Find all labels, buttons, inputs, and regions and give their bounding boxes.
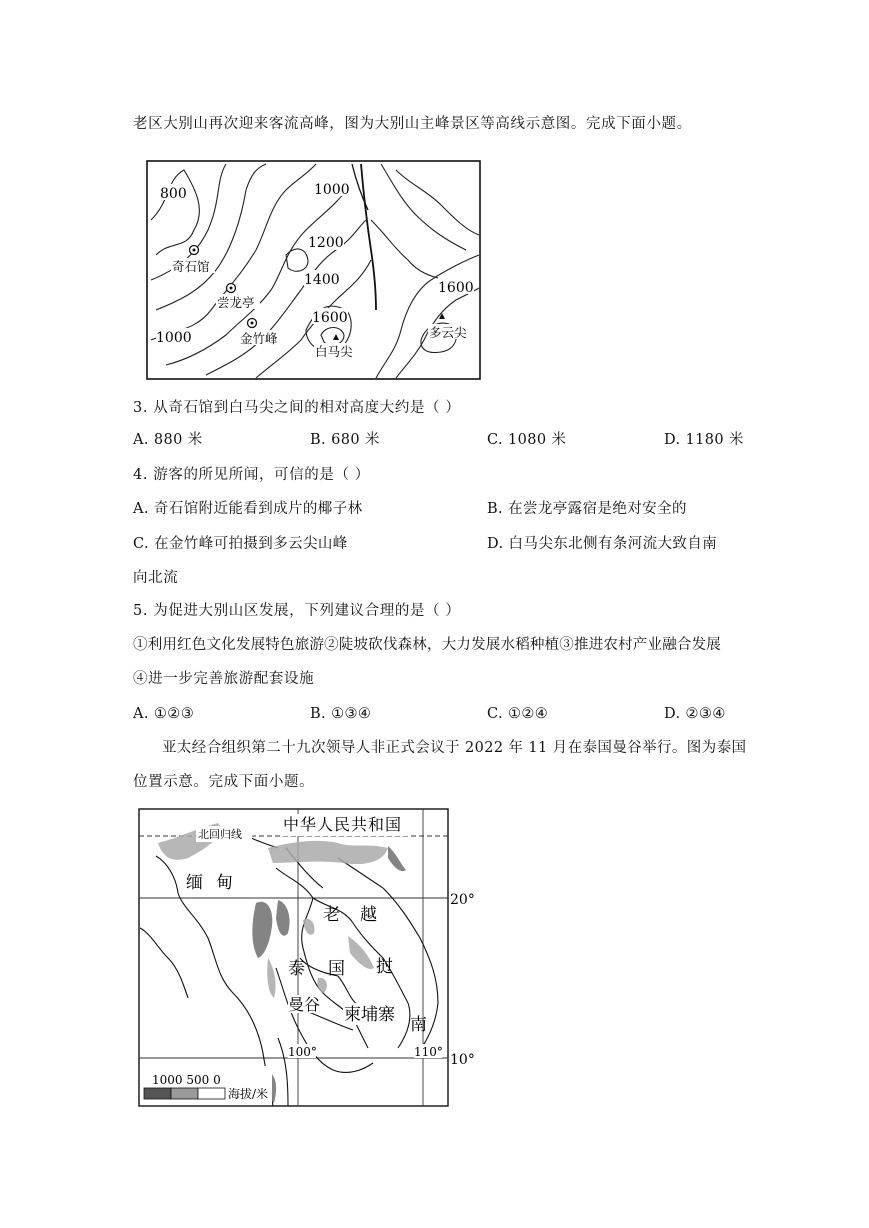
cambodia-label: 柬埔寨 xyxy=(344,1005,395,1025)
myanmar-label-1: 缅 xyxy=(186,873,203,893)
jinzhufeng-marker-icon xyxy=(248,319,257,328)
q5-statements-line-1: ①利用红色文化发展特色旅游②陡坡砍伐森林，大力发展水稻种植③推进农村产业融合发展 xyxy=(133,637,721,653)
contour-label-1600-east: 1600 xyxy=(438,280,474,296)
q4-option-d: D. 白马尖东北侧有条河流大致自南 xyxy=(487,536,718,552)
q5-option-b: B. ①③④ xyxy=(310,706,372,722)
laos-label-2: 挝 xyxy=(376,957,393,977)
lon-110-label: 110° xyxy=(414,1045,443,1059)
q4-option-c: C. 在金竹峰可拍摄到多云尖山峰 xyxy=(133,536,348,552)
contour-label-800: 800 xyxy=(160,186,187,202)
legend-swatch-high xyxy=(144,1088,171,1099)
vietnam-label-2: 南 xyxy=(410,1015,427,1035)
intro-text-2-line-1: 亚太经合组织第二十九次领导人非正式会议于 2022 年 11 月在泰国曼谷举行。图为泰国 xyxy=(162,740,747,756)
legend-swatch-low xyxy=(198,1088,225,1099)
contour-label-1200: 1200 xyxy=(308,235,344,251)
q4-stem: 4. 游客的所见所闻，可信的是（ ） xyxy=(133,467,370,483)
tropic-label-group xyxy=(196,826,252,842)
q5-stem: 5. 为促进大别山区发展，下列建议合理的是（ ） xyxy=(133,603,461,619)
myanmar-label-2: 甸 xyxy=(216,873,233,893)
qishiguan-label: 奇石馆 xyxy=(172,259,210,274)
contour-label-1600-center: 1600 xyxy=(312,310,348,326)
jinzhufeng-label: 金竹峰 xyxy=(240,331,278,346)
baimajian-label: 白马尖 xyxy=(315,344,353,359)
elevation-legend xyxy=(140,1066,272,1104)
q3-option-d: D. 1180 米 xyxy=(664,432,744,448)
q3-option-c: C. 1080 米 xyxy=(487,432,567,448)
contour-label-1000-top: 1000 xyxy=(314,182,350,198)
q4-option-a: A. 奇石馆附近能看到成片的椰子林 xyxy=(133,501,363,517)
contour-label-1000-bottom: 1000 xyxy=(156,330,192,346)
laos-label: 老 xyxy=(323,905,340,925)
intro-text-1: 老区大别山再次迎来客流高峰，图为大别山主峰景区等高线示意图。完成下面小题。 xyxy=(133,116,692,132)
q4-option-d-continuation: 向北流 xyxy=(133,570,179,586)
intro-text-2-line-2: 位置示意。完成下面小题。 xyxy=(133,774,315,790)
changlongting-label: 尝龙亭 xyxy=(217,295,255,310)
q5-statements-line-2: ④进一步完善旅游配套设施 xyxy=(133,671,315,687)
vietnam-label-1: 越 xyxy=(360,905,377,925)
legend-unit: 海拔/米 xyxy=(228,1087,269,1101)
lat-20-label: 20° xyxy=(450,892,475,908)
contour-map xyxy=(146,160,481,382)
q4-option-b: B. 在尝龙亭露宿是绝对安全的 xyxy=(487,501,687,517)
thailand-label-2: 国 xyxy=(328,959,345,979)
lon-100-label: 100° xyxy=(288,1045,317,1059)
duoyunjian-label: 多云尖 xyxy=(429,325,467,340)
q3-option-b: B. 680 米 xyxy=(310,432,380,448)
legend-swatch-mid xyxy=(171,1088,198,1099)
contour-label-1400: 1400 xyxy=(304,272,340,288)
thailand-map-figure xyxy=(138,808,486,1114)
thailand-map xyxy=(138,808,486,1110)
bangkok-label: 曼谷 xyxy=(288,995,321,1014)
q5-option-a: A. ①②③ xyxy=(133,706,195,722)
legend-values: 1000 500 0 xyxy=(152,1073,221,1087)
lat-10-label: 10° xyxy=(450,1052,475,1068)
q5-option-d: D. ②③④ xyxy=(664,706,726,722)
q3-stem: 3. 从奇石馆到白马尖之间的相对高度大约是（ ） xyxy=(133,400,461,416)
q3-option-a: A. 880 米 xyxy=(133,432,203,448)
changlongting-marker-icon xyxy=(227,284,236,293)
qishiguan-marker-icon xyxy=(190,246,199,255)
thailand-label-1: 泰 xyxy=(288,959,305,979)
q5-option-c: C. ①②④ xyxy=(487,706,549,722)
china-label: 中华人民共和国 xyxy=(283,815,403,834)
contour-map-figure xyxy=(146,160,481,386)
tropic-of-cancer-label: 北回归线 xyxy=(198,828,242,841)
